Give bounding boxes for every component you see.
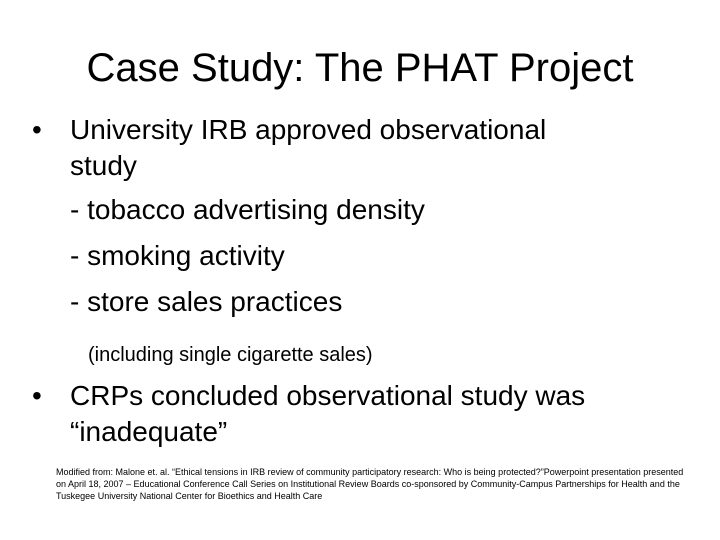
slide-title: Case Study: The PHAT Project [86, 46, 634, 90]
bullet-item-irb [32, 112, 546, 184]
source-footnote: Modified from: Malone et. al. “Ethical tensions in IRB review of community participatory research: Who is being protected?”Powerpoint presentation presented on April 18, 2007 – Educational Conference Call Series on Institutional Review Boards co-sponsored by Community-Campus Partnerships for Health and the Tuskegee University National Center for Bioethics and Health Care [56, 467, 684, 501]
bullet-text-line: University IRB approved observational [70, 114, 547, 145]
bullet-text-line: “inadequate” [70, 416, 228, 447]
bullet-item-crps [32, 378, 585, 450]
sub-note: (including single cigarette sales) [88, 344, 373, 366]
bullet-dot: • [32, 380, 42, 411]
sub-item-smoking: - smoking activity [70, 240, 285, 271]
sub-item-sales: - store sales practices [70, 286, 343, 317]
bullet-text-line: CRPs concluded observational study was [70, 380, 586, 411]
bullet-dot: • [32, 114, 42, 145]
bullet-text-line: study [70, 150, 137, 181]
sub-item-advertising: - tobacco advertising density [70, 194, 425, 225]
